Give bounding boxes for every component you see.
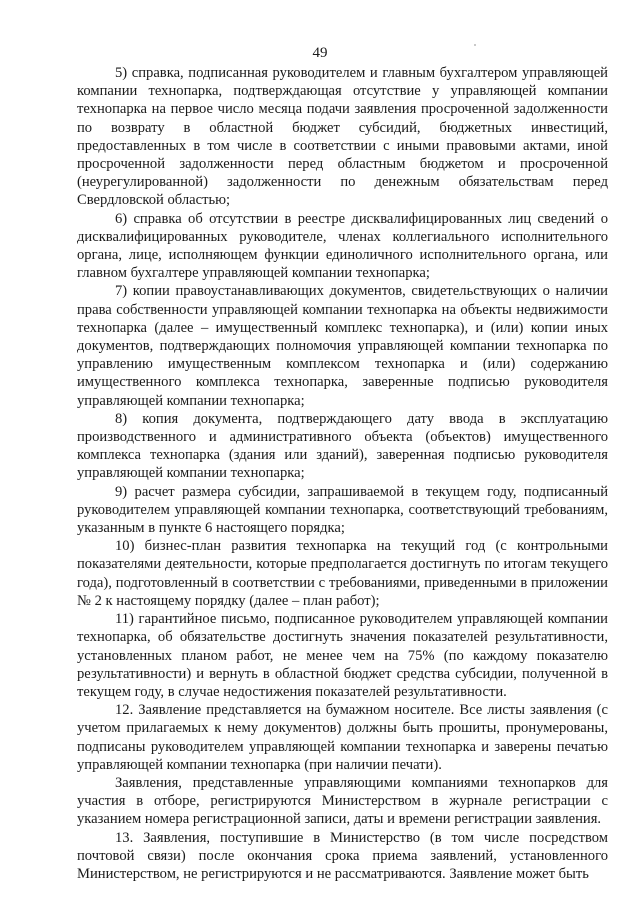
paragraph-item-6: 6) справка об отсутствии в реестре дисквалифицированных лиц сведений о дисквалифицированных руководителе, членах коллегиального исполнительного органа, лице, исполняющем функции единоличного исполнительного органа, или главном бухгалтере управляющей компании технопарка;: [77, 210, 608, 282]
paragraph-item-11: 11) гарантийное письмо, подписанное руководителем управляющей компании технопарка, об обязательстве достигнуть значения показателей результативности, установленных планом работ, не менее чем на 75% (по каждому показателю результативности) и вернуть в областной бюджет средства субсидии, полученной в текущем году, в случае недостижения показателей результативности.: [77, 611, 608, 700]
paragraph-registration: Заявления, представленные управляющими компаниями технопарков для участия в отборе, регистрируются Министерством в журнале регистрации с указанием номера регистрационной записи, даты и времени регистрации заявления.: [77, 774, 608, 828]
paragraph-item-8: 8) копия документа, подтверждающего дату ввода в эксплуатацию производственного и административного объекта (объектов) имущественного комплекса технопарка (здания или зданий), заверенная подписью руководителя управляющей компании технопарка;: [77, 410, 608, 482]
paragraph-item-5: 5) справка, подписанная руководителем и главным бухгалтером управляющей компании технопарка, подтверждающая отсутствие у управляющей компании технопарка на первое число месяца подачи заявления просроченной задолженности по возврату в областной бюджет субсидий, бюджетных инвестиций, предоставленных в том числе в соответствии с иными правовыми актами, иной просроченной задолженности перед областным бюджетом и просроченной (неурегулированной) задолженности по денежным обязательствам перед Свердловской областью;: [77, 65, 608, 209]
paragraph-clause-13: 13. Заявления, поступившие в Министерство (в том числе посредством почтовой связи) после окончания срока приема заявлений, установленного Министерством, не регистрируются и не рассматриваются. Заявление может быть: [77, 829, 608, 882]
document-body: [77, 64, 608, 883]
paragraph-item-7: 7) копии правоустанавливающих документов, свидетельствующих о наличии права собственности управляющей компании технопарка на объекты недвижимости технопарка (далее – имущественный комплекс технопарка), и (или) копии иных документов, подтверждающих полномочия управляющей компании технопарка по управлению имущественным комплексом технопарка и (или) содержанию имущественного комплекса технопарка, заверенные подписью руководителя управляющей компании технопарка;: [77, 283, 608, 409]
paragraph-item-10: 10) бизнес-план развития технопарка на текущий год (с контрольными показателями деятельности, которые предполагается достигнуть по итогам текущего года), подготовленный в соответствии с требованиями, приведенными в приложении № 2 к настоящему порядку (далее – план работ);: [77, 538, 608, 609]
page-number: 49: [312, 45, 328, 61]
paragraph-clause-12: 12. Заявление представляется на бумажном носителе. Все листы заявления (с учетом прилагаемых к нему документов) должны быть прошиты, пронумерованы, подписаны руководителем управляющей компании технопарка и заверены печатью управляющей компании технопарка (при наличии печати).: [77, 702, 608, 773]
paragraph-item-9: 9) расчет размера субсидии, запрашиваемой в текущем году, подписанный руководителем управляющей компании технопарка, соответствующий требованиям, указанным в пункте 6 настоящего порядка;: [77, 483, 608, 537]
